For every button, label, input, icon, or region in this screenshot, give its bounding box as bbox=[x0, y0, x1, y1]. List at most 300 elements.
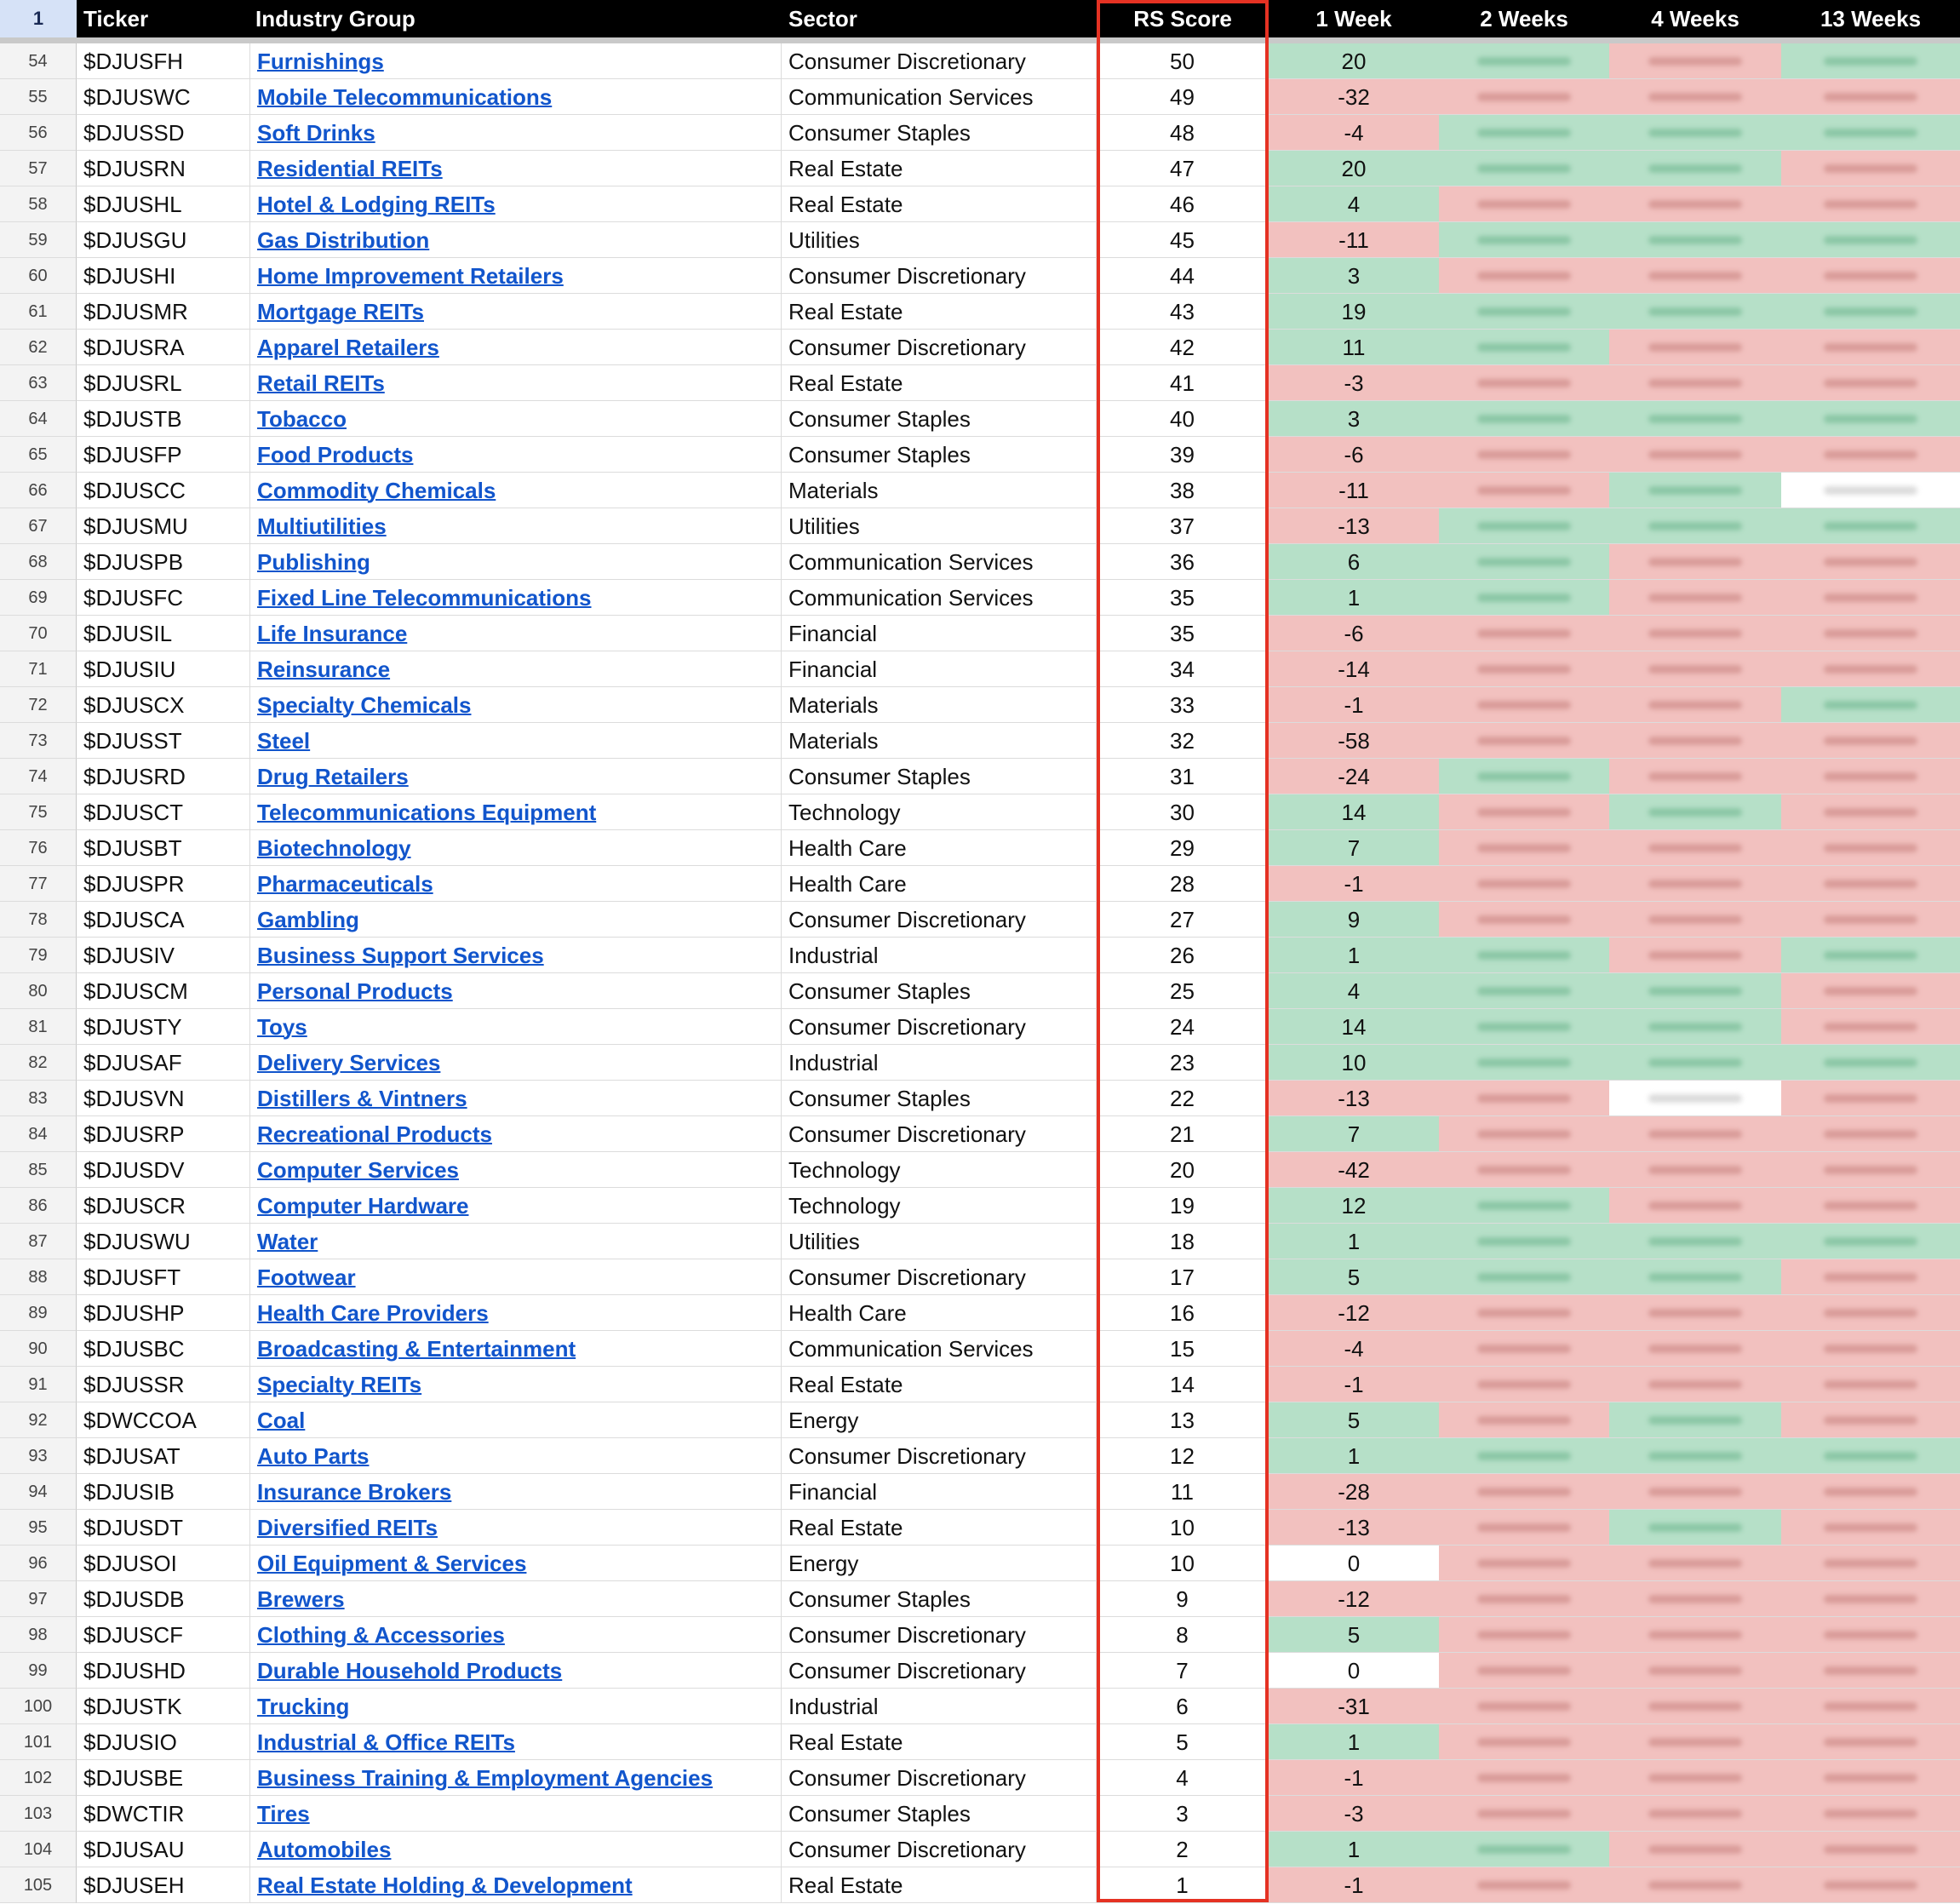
rs-score-cell[interactable]: 26 bbox=[1097, 938, 1269, 973]
week4-change-cell-blurred[interactable] bbox=[1609, 1510, 1781, 1546]
sector-cell[interactable]: Financial bbox=[782, 651, 1097, 687]
week4-change-cell-blurred[interactable] bbox=[1609, 866, 1781, 902]
rs-score-cell[interactable]: 39 bbox=[1097, 437, 1269, 473]
ticker-cell[interactable]: $DJUSRP bbox=[77, 1116, 250, 1152]
week4-change-cell-blurred[interactable] bbox=[1609, 830, 1781, 866]
week13-change-cell-blurred[interactable] bbox=[1781, 830, 1960, 866]
sector-cell[interactable]: Consumer Discretionary bbox=[782, 258, 1097, 294]
sector-cell[interactable]: Real Estate bbox=[782, 151, 1097, 186]
industry-group-cell[interactable] bbox=[250, 1081, 782, 1116]
week13-change-cell-blurred[interactable] bbox=[1781, 1796, 1960, 1832]
week1-change-cell[interactable]: 5 bbox=[1269, 1617, 1439, 1653]
week1-change-cell[interactable]: -3 bbox=[1269, 1796, 1439, 1832]
rs-score-cell[interactable]: 4 bbox=[1097, 1760, 1269, 1796]
week13-change-cell-blurred[interactable] bbox=[1781, 258, 1960, 294]
row-number[interactable]: 92 bbox=[0, 1402, 77, 1438]
sector-cell[interactable]: Consumer Staples bbox=[782, 115, 1097, 151]
week13-change-cell-blurred[interactable] bbox=[1781, 1045, 1960, 1081]
row-number[interactable]: 76 bbox=[0, 830, 77, 866]
week4-change-cell-blurred[interactable] bbox=[1609, 1796, 1781, 1832]
week4-change-cell-blurred[interactable] bbox=[1609, 330, 1781, 365]
industry-group-link[interactable]: Publishing bbox=[257, 549, 370, 575]
week1-change-cell[interactable]: -6 bbox=[1269, 437, 1439, 473]
week1-change-cell[interactable]: 19 bbox=[1269, 294, 1439, 330]
row-number[interactable]: 65 bbox=[0, 437, 77, 473]
week4-change-cell-blurred[interactable] bbox=[1609, 222, 1781, 258]
industry-group-cell[interactable] bbox=[250, 43, 782, 79]
sector-cell[interactable]: Energy bbox=[782, 1546, 1097, 1581]
week2-change-cell-blurred[interactable] bbox=[1439, 1724, 1609, 1760]
week13-change-cell-blurred[interactable] bbox=[1781, 651, 1960, 687]
industry-group-link[interactable]: Gambling bbox=[257, 907, 359, 932]
ticker-cell[interactable]: $DJUSBE bbox=[77, 1760, 250, 1796]
ticker-cell[interactable]: $DJUSCR bbox=[77, 1188, 250, 1224]
row-number[interactable]: 73 bbox=[0, 723, 77, 759]
row-number[interactable]: 72 bbox=[0, 687, 77, 723]
week13-change-cell-blurred[interactable] bbox=[1781, 1510, 1960, 1546]
row-number[interactable]: 102 bbox=[0, 1760, 77, 1796]
industry-group-cell[interactable] bbox=[250, 365, 782, 401]
industry-group-link[interactable]: Trucking bbox=[257, 1694, 350, 1719]
industry-group-cell[interactable] bbox=[250, 1867, 782, 1903]
week4-change-cell-blurred[interactable] bbox=[1609, 79, 1781, 115]
ticker-cell[interactable]: $DJUSRL bbox=[77, 365, 250, 401]
industry-group-cell[interactable] bbox=[250, 330, 782, 365]
week2-change-cell-blurred[interactable] bbox=[1439, 365, 1609, 401]
row-number[interactable]: 74 bbox=[0, 759, 77, 794]
rs-score-cell[interactable]: 27 bbox=[1097, 902, 1269, 938]
ticker-cell[interactable]: $DJUSAF bbox=[77, 1045, 250, 1081]
week13-change-cell-blurred[interactable] bbox=[1781, 1331, 1960, 1367]
ticker-cell[interactable]: $DJUSCM bbox=[77, 973, 250, 1009]
week2-change-cell-blurred[interactable] bbox=[1439, 1760, 1609, 1796]
industry-group-cell[interactable] bbox=[250, 294, 782, 330]
week13-change-cell-blurred[interactable] bbox=[1781, 1546, 1960, 1581]
sector-cell[interactable]: Communication Services bbox=[782, 544, 1097, 580]
week2-change-cell-blurred[interactable] bbox=[1439, 115, 1609, 151]
industry-group-link[interactable]: Automobiles bbox=[257, 1837, 392, 1862]
week2-change-cell-blurred[interactable] bbox=[1439, 1617, 1609, 1653]
rs-score-cell[interactable]: 25 bbox=[1097, 973, 1269, 1009]
industry-group-link[interactable]: Mortgage REITs bbox=[257, 299, 424, 324]
week4-change-cell-blurred[interactable] bbox=[1609, 437, 1781, 473]
week2-change-cell-blurred[interactable] bbox=[1439, 1331, 1609, 1367]
rs-score-cell[interactable]: 21 bbox=[1097, 1116, 1269, 1152]
rs-score-cell[interactable]: 33 bbox=[1097, 687, 1269, 723]
rs-score-cell[interactable]: 34 bbox=[1097, 651, 1269, 687]
week13-change-cell-blurred[interactable] bbox=[1781, 79, 1960, 115]
rs-score-cell[interactable]: 15 bbox=[1097, 1331, 1269, 1367]
industry-group-cell[interactable] bbox=[250, 1653, 782, 1689]
industry-group-cell[interactable] bbox=[250, 1402, 782, 1438]
week13-change-cell-blurred[interactable] bbox=[1781, 294, 1960, 330]
ticker-cell[interactable]: $DJUSBT bbox=[77, 830, 250, 866]
week1-change-cell[interactable]: 5 bbox=[1269, 1259, 1439, 1295]
week2-change-cell-blurred[interactable] bbox=[1439, 1689, 1609, 1724]
row-number[interactable]: 77 bbox=[0, 866, 77, 902]
week4-change-cell-blurred[interactable] bbox=[1609, 1474, 1781, 1510]
week2-change-cell-blurred[interactable] bbox=[1439, 1367, 1609, 1402]
week13-change-cell-blurred[interactable] bbox=[1781, 115, 1960, 151]
ticker-cell[interactable]: $DJUSMU bbox=[77, 508, 250, 544]
sector-cell[interactable]: Consumer Discretionary bbox=[782, 1438, 1097, 1474]
sector-cell[interactable]: Technology bbox=[782, 1188, 1097, 1224]
industry-group-cell[interactable] bbox=[250, 938, 782, 973]
sector-cell[interactable]: Consumer Staples bbox=[782, 1796, 1097, 1832]
ticker-cell[interactable]: $DJUSST bbox=[77, 723, 250, 759]
industry-group-link[interactable]: Apparel Retailers bbox=[257, 335, 439, 360]
industry-group-link[interactable]: Retail REITs bbox=[257, 370, 385, 396]
rs-score-cell[interactable]: 29 bbox=[1097, 830, 1269, 866]
row-number[interactable]: 69 bbox=[0, 580, 77, 616]
row-number[interactable]: 94 bbox=[0, 1474, 77, 1510]
week2-change-cell-blurred[interactable] bbox=[1439, 1546, 1609, 1581]
industry-group-column-header[interactable]: Industry Group bbox=[255, 6, 415, 32]
industry-group-cell[interactable] bbox=[250, 616, 782, 651]
industry-group-link[interactable]: Water bbox=[257, 1229, 318, 1254]
industry-group-cell[interactable] bbox=[250, 973, 782, 1009]
sector-cell[interactable]: Industrial bbox=[782, 1045, 1097, 1081]
ticker-column-header[interactable]: Ticker bbox=[83, 6, 149, 32]
rs-score-cell[interactable]: 10 bbox=[1097, 1510, 1269, 1546]
week13-change-cell-blurred[interactable] bbox=[1781, 1474, 1960, 1510]
rs-score-cell[interactable]: 11 bbox=[1097, 1474, 1269, 1510]
rs-score-cell[interactable]: 16 bbox=[1097, 1295, 1269, 1331]
week1-change-cell[interactable]: 5 bbox=[1269, 1402, 1439, 1438]
week13-change-cell-blurred[interactable] bbox=[1781, 1259, 1960, 1295]
week4-change-cell-blurred[interactable] bbox=[1609, 1617, 1781, 1653]
row-number[interactable]: 87 bbox=[0, 1224, 77, 1259]
week4-change-cell-blurred[interactable] bbox=[1609, 616, 1781, 651]
rs-score-cell[interactable]: 35 bbox=[1097, 616, 1269, 651]
week2-change-cell-blurred[interactable] bbox=[1439, 1224, 1609, 1259]
week1-column-header[interactable]: 1 Week bbox=[1315, 6, 1392, 32]
sector-cell[interactable]: Real Estate bbox=[782, 365, 1097, 401]
week4-change-cell-blurred[interactable] bbox=[1609, 1724, 1781, 1760]
industry-group-link[interactable]: Brewers bbox=[257, 1586, 345, 1612]
week2-change-cell-blurred[interactable] bbox=[1439, 1116, 1609, 1152]
industry-group-cell[interactable] bbox=[250, 1295, 782, 1331]
rs-score-cell[interactable]: 12 bbox=[1097, 1438, 1269, 1474]
rs-score-cell[interactable]: 35 bbox=[1097, 580, 1269, 616]
row-number[interactable]: 60 bbox=[0, 258, 77, 294]
week2-change-cell-blurred[interactable] bbox=[1439, 1796, 1609, 1832]
industry-group-cell[interactable] bbox=[250, 830, 782, 866]
industry-group-cell[interactable] bbox=[250, 902, 782, 938]
week2-change-cell-blurred[interactable] bbox=[1439, 759, 1609, 794]
week13-change-cell-blurred[interactable] bbox=[1781, 1617, 1960, 1653]
industry-group-cell[interactable] bbox=[250, 1796, 782, 1832]
ticker-cell[interactable]: $DJUSIB bbox=[77, 1474, 250, 1510]
week4-change-cell-blurred[interactable] bbox=[1609, 1331, 1781, 1367]
week1-change-cell[interactable]: 20 bbox=[1269, 43, 1439, 79]
week2-change-cell-blurred[interactable] bbox=[1439, 580, 1609, 616]
week4-change-cell-blurred[interactable] bbox=[1609, 1009, 1781, 1045]
row-number[interactable]: 91 bbox=[0, 1367, 77, 1402]
industry-group-link[interactable]: Reinsurance bbox=[257, 657, 391, 682]
week2-change-cell-blurred[interactable] bbox=[1439, 1045, 1609, 1081]
rs-score-cell[interactable]: 28 bbox=[1097, 866, 1269, 902]
industry-group-cell[interactable] bbox=[250, 1760, 782, 1796]
ticker-cell[interactable]: $DJUSHP bbox=[77, 1295, 250, 1331]
week13-change-cell-blurred[interactable] bbox=[1781, 1689, 1960, 1724]
row-number[interactable]: 55 bbox=[0, 79, 77, 115]
rs-score-cell[interactable]: 22 bbox=[1097, 1081, 1269, 1116]
sector-cell[interactable]: Consumer Staples bbox=[782, 1581, 1097, 1617]
week2-change-cell-blurred[interactable] bbox=[1439, 43, 1609, 79]
sector-cell[interactable]: Consumer Discretionary bbox=[782, 330, 1097, 365]
week4-change-cell-blurred[interactable] bbox=[1609, 115, 1781, 151]
industry-group-cell[interactable] bbox=[250, 759, 782, 794]
ticker-cell[interactable]: $DJUSSD bbox=[77, 115, 250, 151]
week2-change-cell-blurred[interactable] bbox=[1439, 902, 1609, 938]
week2-change-cell-blurred[interactable] bbox=[1439, 437, 1609, 473]
industry-group-cell[interactable] bbox=[250, 186, 782, 222]
week13-change-cell-blurred[interactable] bbox=[1781, 902, 1960, 938]
rs-score-cell[interactable]: 44 bbox=[1097, 258, 1269, 294]
week2-change-cell-blurred[interactable] bbox=[1439, 258, 1609, 294]
row-number[interactable]: 98 bbox=[0, 1617, 77, 1653]
week4-change-cell-blurred[interactable] bbox=[1609, 1689, 1781, 1724]
industry-group-link[interactable]: Drug Retailers bbox=[257, 764, 409, 789]
row-number[interactable]: 81 bbox=[0, 1009, 77, 1045]
row-number[interactable]: 100 bbox=[0, 1689, 77, 1724]
sector-cell[interactable]: Financial bbox=[782, 1474, 1097, 1510]
week4-change-cell-blurred[interactable] bbox=[1609, 43, 1781, 79]
row-number[interactable]: 56 bbox=[0, 115, 77, 151]
sector-cell[interactable]: Financial bbox=[782, 616, 1097, 651]
week2-change-cell-blurred[interactable] bbox=[1439, 1653, 1609, 1689]
week1-change-cell[interactable]: 10 bbox=[1269, 1045, 1439, 1081]
week13-change-cell-blurred[interactable] bbox=[1781, 1402, 1960, 1438]
week1-change-cell[interactable]: 7 bbox=[1269, 1116, 1439, 1152]
ticker-cell[interactable]: $DJUSCX bbox=[77, 687, 250, 723]
ticker-cell[interactable]: $DJUSHL bbox=[77, 186, 250, 222]
ticker-cell[interactable]: $DJUSCF bbox=[77, 1617, 250, 1653]
row-number-header[interactable]: 1 bbox=[0, 0, 77, 37]
row-number[interactable]: 84 bbox=[0, 1116, 77, 1152]
week1-change-cell[interactable]: -1 bbox=[1269, 687, 1439, 723]
rs-score-cell[interactable]: 17 bbox=[1097, 1259, 1269, 1295]
week13-change-cell-blurred[interactable] bbox=[1781, 1295, 1960, 1331]
week2-change-cell-blurred[interactable] bbox=[1439, 1009, 1609, 1045]
week1-change-cell[interactable]: -11 bbox=[1269, 222, 1439, 258]
rs-score-cell[interactable]: 6 bbox=[1097, 1689, 1269, 1724]
week1-change-cell[interactable]: -13 bbox=[1269, 1510, 1439, 1546]
rs-score-cell[interactable]: 30 bbox=[1097, 794, 1269, 830]
ticker-cell[interactable]: $DJUSAT bbox=[77, 1438, 250, 1474]
row-number[interactable]: 64 bbox=[0, 401, 77, 437]
sector-cell[interactable]: Real Estate bbox=[782, 1510, 1097, 1546]
week1-change-cell[interactable]: 3 bbox=[1269, 258, 1439, 294]
week1-change-cell[interactable]: 14 bbox=[1269, 1009, 1439, 1045]
week1-change-cell[interactable]: -13 bbox=[1269, 508, 1439, 544]
industry-group-cell[interactable] bbox=[250, 437, 782, 473]
week1-change-cell[interactable]: 4 bbox=[1269, 973, 1439, 1009]
week1-change-cell[interactable]: 7 bbox=[1269, 830, 1439, 866]
industry-group-link[interactable]: Tires bbox=[257, 1801, 310, 1827]
week2-change-cell-blurred[interactable] bbox=[1439, 830, 1609, 866]
rs-score-cell[interactable]: 3 bbox=[1097, 1796, 1269, 1832]
week4-change-cell-blurred[interactable] bbox=[1609, 1438, 1781, 1474]
ticker-cell[interactable]: $DJUSHI bbox=[77, 258, 250, 294]
week1-change-cell[interactable]: -42 bbox=[1269, 1152, 1439, 1188]
week2-change-cell-blurred[interactable] bbox=[1439, 1867, 1609, 1903]
rs-score-column-header[interactable]: RS Score bbox=[1133, 6, 1232, 32]
week1-change-cell[interactable]: 14 bbox=[1269, 794, 1439, 830]
ticker-cell[interactable]: $DJUSTY bbox=[77, 1009, 250, 1045]
industry-group-link[interactable]: Clothing & Accessories bbox=[257, 1622, 505, 1648]
rs-score-cell[interactable]: 9 bbox=[1097, 1581, 1269, 1617]
rs-score-cell[interactable]: 5 bbox=[1097, 1724, 1269, 1760]
ticker-cell[interactable]: $DJUSRA bbox=[77, 330, 250, 365]
industry-group-link[interactable]: Personal Products bbox=[257, 978, 453, 1004]
week2-change-cell-blurred[interactable] bbox=[1439, 1581, 1609, 1617]
week13-change-cell-blurred[interactable] bbox=[1781, 437, 1960, 473]
row-number[interactable]: 82 bbox=[0, 1045, 77, 1081]
week13-change-cell-blurred[interactable] bbox=[1781, 43, 1960, 79]
row-number[interactable]: 101 bbox=[0, 1724, 77, 1760]
industry-group-link[interactable]: Soft Drinks bbox=[257, 120, 375, 146]
week4-change-cell-blurred[interactable] bbox=[1609, 1653, 1781, 1689]
rs-score-cell[interactable]: 10 bbox=[1097, 1546, 1269, 1581]
week1-change-cell[interactable]: -1 bbox=[1269, 1367, 1439, 1402]
sector-cell[interactable]: Consumer Staples bbox=[782, 1081, 1097, 1116]
row-number[interactable]: 99 bbox=[0, 1653, 77, 1689]
ticker-cell[interactable]: $DJUSDT bbox=[77, 1510, 250, 1546]
rs-score-cell[interactable]: 45 bbox=[1097, 222, 1269, 258]
row-number[interactable]: 97 bbox=[0, 1581, 77, 1617]
week2-change-cell-blurred[interactable] bbox=[1439, 1259, 1609, 1295]
row-number[interactable]: 68 bbox=[0, 544, 77, 580]
industry-group-cell[interactable] bbox=[250, 1045, 782, 1081]
industry-group-link[interactable]: Life Insurance bbox=[257, 621, 408, 646]
row-number[interactable]: 86 bbox=[0, 1188, 77, 1224]
ticker-cell[interactable]: $DJUSPB bbox=[77, 544, 250, 580]
industry-group-cell[interactable] bbox=[250, 1116, 782, 1152]
week4-change-cell-blurred[interactable] bbox=[1609, 759, 1781, 794]
ticker-cell[interactable]: $DJUSPR bbox=[77, 866, 250, 902]
week13-change-cell-blurred[interactable] bbox=[1781, 1152, 1960, 1188]
week4-change-cell-blurred[interactable] bbox=[1609, 1259, 1781, 1295]
ticker-cell[interactable]: $DJUSIO bbox=[77, 1724, 250, 1760]
sector-cell[interactable]: Communication Services bbox=[782, 1331, 1097, 1367]
industry-group-cell[interactable] bbox=[250, 1331, 782, 1367]
row-number[interactable]: 90 bbox=[0, 1331, 77, 1367]
week4-change-cell-blurred[interactable] bbox=[1609, 902, 1781, 938]
week4-change-cell-blurred[interactable] bbox=[1609, 365, 1781, 401]
industry-group-link[interactable]: Steel bbox=[257, 728, 311, 754]
week4-change-cell-blurred[interactable] bbox=[1609, 794, 1781, 830]
industry-group-cell[interactable] bbox=[250, 1581, 782, 1617]
industry-group-link[interactable]: Telecommunications Equipment bbox=[257, 800, 597, 825]
week4-change-cell-blurred[interactable] bbox=[1609, 580, 1781, 616]
row-number[interactable]: 57 bbox=[0, 151, 77, 186]
ticker-cell[interactable]: $DJUSMR bbox=[77, 294, 250, 330]
week13-change-cell-blurred[interactable] bbox=[1781, 616, 1960, 651]
week2-column-header[interactable]: 2 Weeks bbox=[1480, 6, 1568, 32]
industry-group-cell[interactable] bbox=[250, 1832, 782, 1867]
week2-change-cell-blurred[interactable] bbox=[1439, 866, 1609, 902]
industry-group-cell[interactable] bbox=[250, 151, 782, 186]
ticker-cell[interactable]: $DJUSCA bbox=[77, 902, 250, 938]
week1-change-cell[interactable]: 1 bbox=[1269, 1224, 1439, 1259]
sector-cell[interactable]: Real Estate bbox=[782, 1367, 1097, 1402]
row-number[interactable]: 95 bbox=[0, 1510, 77, 1546]
industry-group-link[interactable]: Gas Distribution bbox=[257, 227, 430, 253]
week13-change-cell-blurred[interactable] bbox=[1781, 365, 1960, 401]
industry-group-cell[interactable] bbox=[250, 1510, 782, 1546]
rs-score-cell[interactable]: 40 bbox=[1097, 401, 1269, 437]
week4-change-cell-blurred[interactable] bbox=[1609, 1402, 1781, 1438]
ticker-cell[interactable]: $DJUSFP bbox=[77, 437, 250, 473]
ticker-cell[interactable]: $DJUSTK bbox=[77, 1689, 250, 1724]
industry-group-cell[interactable] bbox=[250, 222, 782, 258]
week1-change-cell[interactable]: 0 bbox=[1269, 1653, 1439, 1689]
sector-cell[interactable]: Real Estate bbox=[782, 294, 1097, 330]
ticker-cell[interactable]: $DJUSGU bbox=[77, 222, 250, 258]
industry-group-cell[interactable] bbox=[250, 687, 782, 723]
week1-change-cell[interactable]: 20 bbox=[1269, 151, 1439, 186]
week2-change-cell-blurred[interactable] bbox=[1439, 1152, 1609, 1188]
week13-change-cell-blurred[interactable] bbox=[1781, 1224, 1960, 1259]
week1-change-cell[interactable]: -32 bbox=[1269, 79, 1439, 115]
week1-change-cell[interactable]: 1 bbox=[1269, 1724, 1439, 1760]
row-number[interactable]: 62 bbox=[0, 330, 77, 365]
ticker-cell[interactable]: $DJUSRN bbox=[77, 151, 250, 186]
week13-change-cell-blurred[interactable] bbox=[1781, 1867, 1960, 1903]
sector-cell[interactable]: Real Estate bbox=[782, 1867, 1097, 1903]
row-number[interactable]: 96 bbox=[0, 1546, 77, 1581]
week1-change-cell[interactable]: 12 bbox=[1269, 1188, 1439, 1224]
week13-change-cell-blurred[interactable] bbox=[1781, 973, 1960, 1009]
week13-change-cell-blurred[interactable] bbox=[1781, 1367, 1960, 1402]
industry-group-link[interactable]: Real Estate Holding & Development bbox=[257, 1872, 633, 1898]
week1-change-cell[interactable]: -24 bbox=[1269, 759, 1439, 794]
industry-group-link[interactable]: Computer Services bbox=[257, 1157, 459, 1183]
industry-group-link[interactable]: Industrial & Office REITs bbox=[257, 1729, 515, 1755]
week4-change-cell-blurred[interactable] bbox=[1609, 1081, 1781, 1116]
row-number[interactable]: 54 bbox=[0, 43, 77, 79]
week13-change-cell-blurred[interactable] bbox=[1781, 330, 1960, 365]
rs-score-cell[interactable]: 8 bbox=[1097, 1617, 1269, 1653]
row-number[interactable]: 88 bbox=[0, 1259, 77, 1295]
industry-group-cell[interactable] bbox=[250, 1152, 782, 1188]
week13-change-cell-blurred[interactable] bbox=[1781, 759, 1960, 794]
week2-change-cell-blurred[interactable] bbox=[1439, 616, 1609, 651]
week2-change-cell-blurred[interactable] bbox=[1439, 330, 1609, 365]
ticker-cell[interactable]: $DJUSHD bbox=[77, 1653, 250, 1689]
industry-group-cell[interactable] bbox=[250, 258, 782, 294]
week4-change-cell-blurred[interactable] bbox=[1609, 687, 1781, 723]
industry-group-link[interactable]: Diversified REITs bbox=[257, 1515, 438, 1540]
industry-group-cell[interactable] bbox=[250, 1724, 782, 1760]
week13-change-cell-blurred[interactable] bbox=[1781, 151, 1960, 186]
rs-score-cell[interactable]: 38 bbox=[1097, 473, 1269, 508]
ticker-cell[interactable]: $DJUSDV bbox=[77, 1152, 250, 1188]
sector-cell[interactable]: Industrial bbox=[782, 938, 1097, 973]
week1-change-cell[interactable]: -4 bbox=[1269, 115, 1439, 151]
week4-change-cell-blurred[interactable] bbox=[1609, 1832, 1781, 1867]
row-number[interactable]: 104 bbox=[0, 1832, 77, 1867]
sector-cell[interactable]: Consumer Discretionary bbox=[782, 1259, 1097, 1295]
ticker-cell[interactable]: $DJUSWC bbox=[77, 79, 250, 115]
row-number[interactable]: 79 bbox=[0, 938, 77, 973]
industry-group-cell[interactable] bbox=[250, 1474, 782, 1510]
industry-group-cell[interactable] bbox=[250, 1009, 782, 1045]
week4-change-cell-blurred[interactable] bbox=[1609, 1188, 1781, 1224]
row-number[interactable]: 103 bbox=[0, 1796, 77, 1832]
